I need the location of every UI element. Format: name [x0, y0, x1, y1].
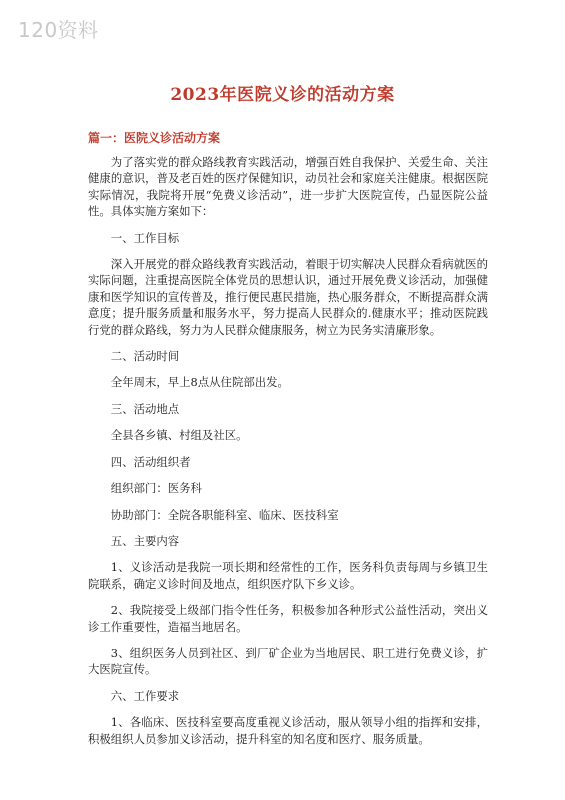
paragraph-requirement-1: 1、各临床、医技科室要高度重视义诊活动，服从领导小组的指挥和安排，积极组织人员参加义诊活动，提升科室的知名度和医疗、服务质量。: [88, 715, 488, 746]
paragraph-activity-location: 全县各乡镇、村组及社区。: [110, 428, 248, 443]
paragraph-intro: 为了落实党的群众路线教育实践活动，增强百姓自我保护、关爱生命、关注健康的意识，普及老百姓的医疗保健知识，动员社会和家庭关注健康。根据医院实际情况，我院将开展“免费义诊活动”，进一步扩大医院宣传，凸显医院公益性。具体实施方案如下：: [88, 155, 488, 219]
heading-activity-time: 二、活动时间: [110, 349, 180, 364]
heading-work-goal: 一、工作目标: [110, 230, 180, 245]
paragraph-organizing-dept: 组织部门：医务科: [110, 481, 202, 496]
document-body: [88, 154, 488, 757]
paragraph-assisting-dept: 协助部门：全院各职能科室、临床、医技科室: [110, 507, 339, 522]
paragraph-content-2: 2、我院接受上级部门指令性任务，积极参加各种形式公益性活动，突出义诊工作重要性，造福当地居名。: [88, 603, 488, 634]
paragraph-activity-time: 全年周末，早上8点从住院部出发。: [110, 375, 289, 390]
paragraph-work-goal: 深入开展党的群众路线教育实践活动，着眼于切实解决人民群众看病就医的实际问题，注重提高医院全体党员的思想认识，通过开展免费义诊活动，加强健康和医学知识的宣传普及，推行便民惠民措施，热心服务群众，不断提高群众满意度；提升服务质量和服务水平，努力提高人民群众的.健康水平；推动医院践行党的群众路线，努力为人民群众健康服务，树立为民务实清廉形象。: [88, 257, 488, 337]
watermark-logo: 120资料: [18, 18, 99, 42]
section-heading: 篇一：医院义诊活动方案: [88, 131, 221, 145]
heading-work-requirements: 六、工作要求: [110, 688, 180, 703]
document-title: 2023年医院义诊的活动方案: [170, 85, 395, 105]
paragraph-content-1: 1、义诊活动是我院一项长期和经常性的工作，医务科负责每周与乡镇卫生院联系，确定义诊时间及地点，组织医疗队下乡义诊。: [88, 560, 488, 591]
heading-main-content: 五、主要内容: [110, 533, 180, 548]
heading-activity-location: 三、活动地点: [110, 401, 180, 416]
paragraph-content-3: 3、组织医务人员到社区、到厂矿企业为当地居民、职工进行免费义诊，扩大医院宣传。: [88, 645, 488, 677]
heading-organizer: 四、活动组织者: [110, 454, 191, 469]
